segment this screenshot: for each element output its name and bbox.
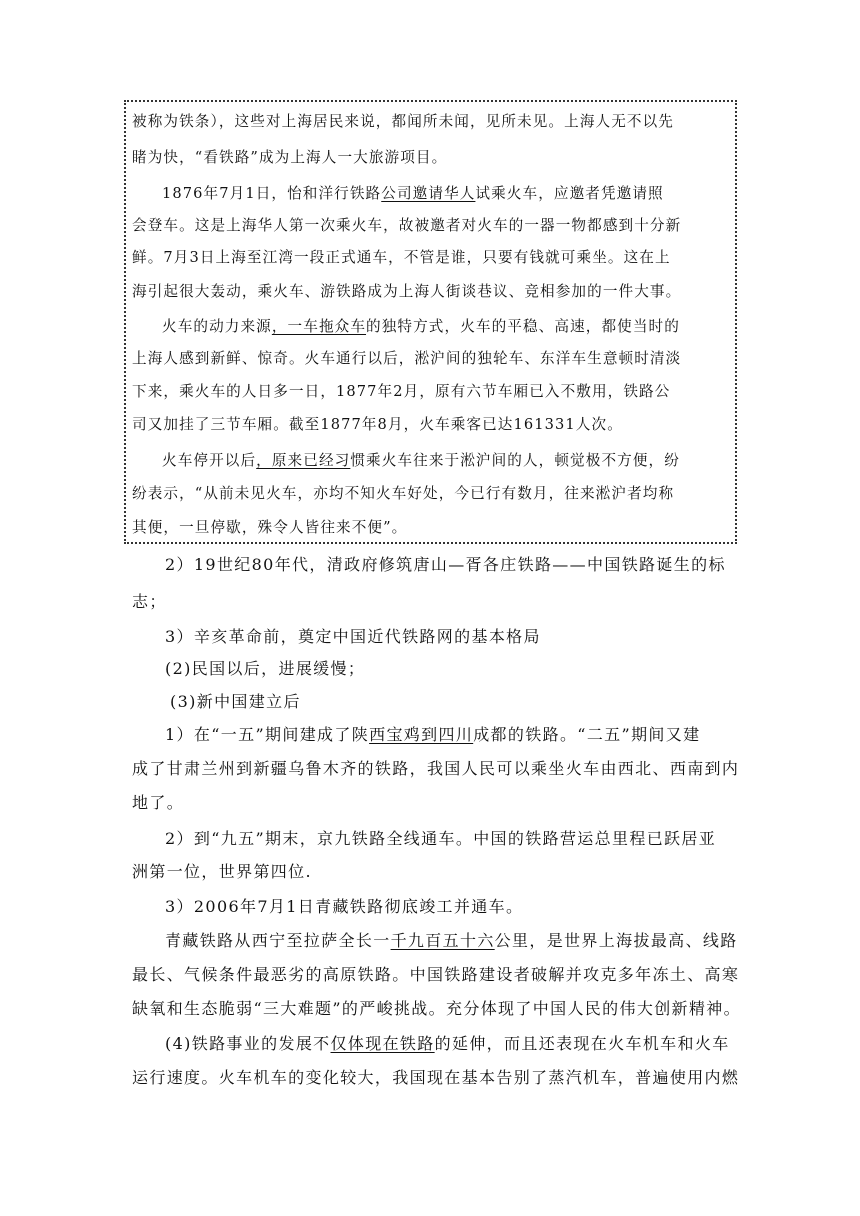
- text-line: 缺氧和生态脆弱“三大难题”的严峻挑战。充分体现了中国人民的伟大创新精神。: [132, 999, 741, 1018]
- text-line: 成了甘肃兰州到新疆乌鲁木齐的铁路，我国人民可以乘坐火车由西北、西南到内: [132, 759, 740, 778]
- box-line: 其便，一旦停歇，殊令人皆往来不便”。: [132, 519, 408, 536]
- text-line: (4)铁路事业的发展不仅体现在铁路的延伸，而且还表现在火车机车和火车: [165, 1034, 730, 1053]
- text-line: 1）在“一五”期间建成了陕西宝鸡到四川成都的铁路。“二五”期间又建: [165, 725, 701, 744]
- box-line: 纷表示，“从前未见火车，亦均不知火车好处，今已行有数月，往来淞沪者均称: [132, 485, 675, 502]
- box-line: 睹为快，“看铁路”成为上海人一大旅游项目。: [132, 149, 448, 166]
- underlined-phrase: ，原来已经习: [256, 452, 351, 469]
- text-line: 3）2006年7月1日青藏铁路彻底竣工并通车。: [165, 897, 524, 916]
- box-line: 司又加挂了三节车厢。截至1877年8月，火车乘客已达161331人次。: [132, 416, 623, 433]
- text-line: 2）到“九五”期末，京九铁路全线通车。中国的铁路营运总里程已跃居亚: [165, 829, 717, 848]
- text-line: 运行速度。火车机车的变化较大，我国现在基本告别了蒸汽机车，普遍使用内燃: [132, 1068, 740, 1087]
- underlined-phrase: 公司邀请华人: [381, 185, 476, 202]
- box-line: 会登车。这是上海华人第一次乘火车，故被邀者对火车的一器一物都感到十分新: [132, 217, 682, 234]
- box-paragraph-2-line-1: 1876年7月1日，怡和洋行铁路公司邀请华人试乘火车，应邀者凭邀请照: [162, 185, 664, 202]
- box-line: 鲜。7月3日上海至江湾一段正式通车，不管是谁，只要有钱就可乘坐。这在上: [132, 249, 671, 266]
- box-line: 上海人感到新鲜、惊奇。火车通行以后，淞沪间的独轮车、东洋车生意顿时清淡: [132, 350, 682, 367]
- box-line: 海引起很大轰动，乘火车、游铁路成为上海人街谈巷议、竞相参加的一件大事。: [132, 283, 682, 300]
- section-heading: (3)新中国建立后: [170, 692, 301, 711]
- box-line: 被称为铁条），这些对上海居民来说，都闻所未闻，见所未见。上海人无不以先: [132, 113, 674, 130]
- underlined-phrase: 仅体现在铁路: [330, 1034, 435, 1053]
- text-line: 3）辛亥革命前，奠定中国近代铁路网的基本格局: [165, 627, 541, 646]
- underlined-phrase: ，一车拖众车: [271, 318, 367, 335]
- text-line: 洲第一位，世界第四位.: [132, 862, 312, 881]
- underlined-phrase: 千九百五十六: [390, 931, 495, 950]
- underlined-phrase: 西宝鸡到四川: [369, 725, 474, 744]
- text-line: 最长、气候条件最恶劣的高原铁路。中国铁路建设者破解并攻克多年冻土、高寒: [132, 965, 740, 984]
- text-line: 地了。: [132, 793, 185, 812]
- box-line: 下来，乘火车的人日多一日，1877年2月，原有六节车厢已入不敷用，铁路公: [132, 383, 671, 400]
- box-paragraph-4-line-1: 火车停开以后，原来已经习惯乘火车往来于淞沪间的人，顿觉极不方便，纷: [162, 452, 680, 469]
- text-line: 2）19世纪80年代，清政府修筑唐山—胥各庄铁路——中国铁路诞生的标: [165, 555, 726, 574]
- text-line: 志；: [132, 592, 167, 611]
- text-line: 青藏铁路从西宁至拉萨全长一千九百五十六公里，是世界上海拔最高、线路: [165, 931, 738, 950]
- section-heading: (2)民国以后，进展缓慢；: [165, 659, 366, 678]
- box-paragraph-3-line-1: 火车的动力来源，一车拖众车的独特方式，火车的平稳、高速，都使当时的: [162, 318, 680, 335]
